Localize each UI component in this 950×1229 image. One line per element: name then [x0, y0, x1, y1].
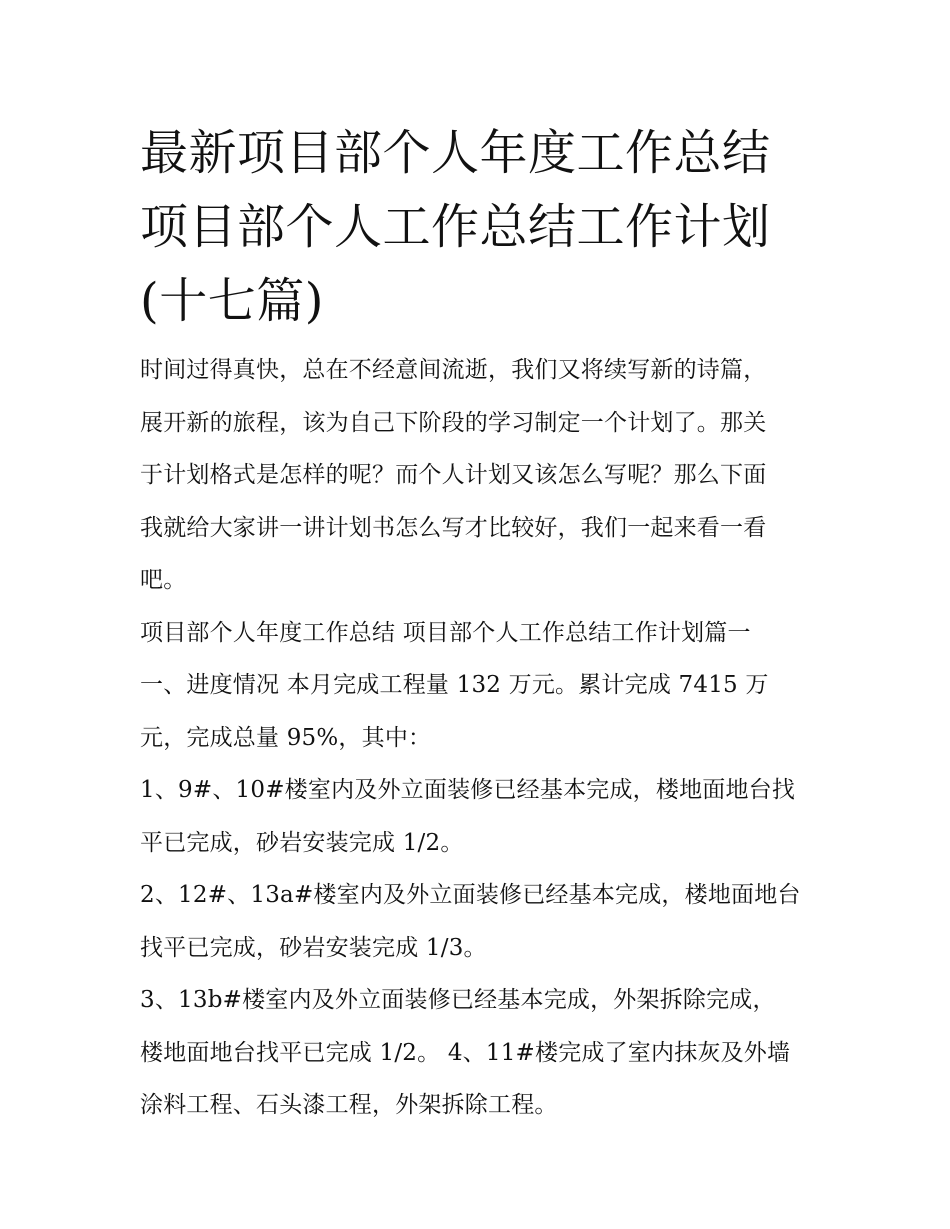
text-line: 涂料工程、石头漆工程，外架拆除工程。	[140, 1092, 558, 1118]
document-page	[140, 116, 820, 1132]
text-line: 项目部个人年度工作总结 项目部个人工作总结工作计划篇一	[140, 619, 751, 646]
text-line: 元，完成总量 95%，其中：	[140, 724, 432, 751]
text-line: 一、进度情况 本月完成工程量 132 万元。累计完成 7415 万	[140, 672, 769, 698]
text-line: 于计划格式是怎样的呢？而个人计划又该怎么写呢？那么下面	[140, 462, 767, 488]
text-line: 3、13b#楼室内及外立面装修已经基本完成，外架拆除完成，	[140, 987, 776, 1013]
text-line: 找平已完成，砂岩安装完成 1/3。	[140, 934, 487, 961]
text-line: 我就给大家讲一讲计划书怎么写才比较好，我们一起来看一看	[140, 514, 767, 541]
text-line: 1、9#、10#楼室内及外立面装修已经基本完成，楼地面地台找	[140, 777, 796, 803]
list-item-3	[140, 974, 820, 1132]
text-line: 2、12#、13a#楼室内及外立面装修已经基本完成，楼地面地台	[140, 882, 801, 908]
list-item-1	[140, 764, 820, 869]
section-heading	[140, 607, 820, 660]
title-line: 项目部个人工作总结工作计划	[140, 199, 771, 255]
title-line: (十七篇)	[140, 273, 324, 329]
text-line: 吧。	[140, 567, 187, 593]
intro-paragraph	[140, 344, 820, 607]
document-title	[140, 116, 820, 338]
title-line: 最新项目部个人年度工作总结	[140, 125, 771, 181]
list-item-2	[140, 869, 820, 974]
text-line: 楼地面地台找平已完成 1/2。 4、11#楼完成了室内抹灰及外墙	[140, 1039, 791, 1066]
progress-paragraph	[140, 659, 820, 764]
text-line: 平已完成，砂岩安装完成 1/2。	[140, 829, 464, 856]
text-line: 时间过得真快，总在不经意间流逝，我们又将续写新的诗篇，	[140, 357, 767, 383]
text-line: 展开新的旅程，该为自己下阶段的学习制定一个计划了。那关	[140, 409, 767, 436]
